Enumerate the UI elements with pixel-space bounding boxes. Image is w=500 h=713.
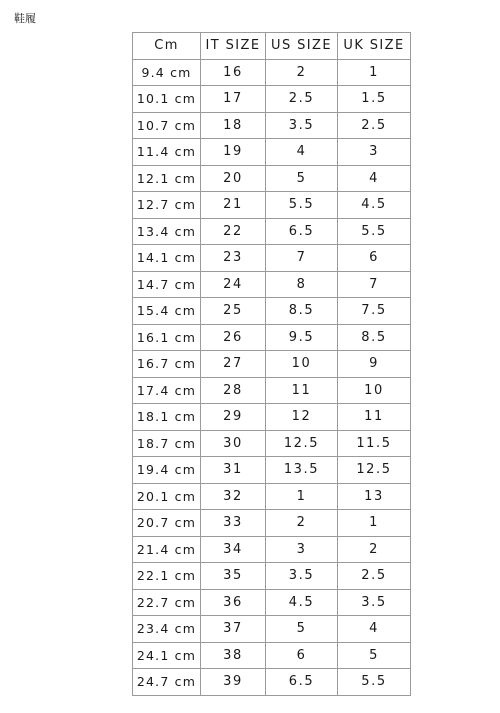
cell-uk-size: 7 [338,271,411,298]
cell-it-size: 19 [201,139,266,166]
cell-us-size: 6.5 [266,218,338,245]
table-row [133,165,411,192]
table-row [133,324,411,351]
cell-cm: 14.7 cm [133,271,201,298]
cell-us-size: 2 [266,510,338,537]
cell-uk-size: 11.5 [338,430,411,457]
cell-it-size: 28 [201,377,266,404]
cell-us-size: 3 [266,536,338,563]
header-it-size: IT SIZE [201,33,266,60]
cell-cm: 16.1 cm [133,324,201,351]
table-row [133,642,411,669]
cell-it-size: 33 [201,510,266,537]
cell-us-size: 3.5 [266,563,338,590]
cell-uk-size: 1 [338,510,411,537]
cell-cm: 24.1 cm [133,642,201,669]
cell-us-size: 12 [266,404,338,431]
cell-uk-size: 1 [338,59,411,86]
cell-uk-size: 10 [338,377,411,404]
cell-it-size: 27 [201,351,266,378]
table-row [133,510,411,537]
cell-uk-size: 2 [338,536,411,563]
cell-cm: 15.4 cm [133,298,201,325]
cell-us-size: 6 [266,642,338,669]
cell-cm: 18.7 cm [133,430,201,457]
cell-it-size: 35 [201,563,266,590]
cell-it-size: 36 [201,589,266,616]
cell-cm: 21.4 cm [133,536,201,563]
cell-uk-size: 8.5 [338,324,411,351]
cell-cm: 14.1 cm [133,245,201,272]
cell-it-size: 16 [201,59,266,86]
cell-uk-size: 2.5 [338,563,411,590]
table-row [133,218,411,245]
header-uk-size: UK SIZE [338,33,411,60]
cell-us-size: 9.5 [266,324,338,351]
table-row [133,271,411,298]
table-row [133,616,411,643]
cell-cm: 20.1 cm [133,483,201,510]
cell-cm: 22.1 cm [133,563,201,590]
table-row [133,86,411,113]
cell-it-size: 17 [201,86,266,113]
cell-cm: 24.7 cm [133,669,201,696]
cell-it-size: 26 [201,324,266,351]
table-row [133,351,411,378]
cell-us-size: 1 [266,483,338,510]
cell-us-size: 2.5 [266,86,338,113]
table-body [133,59,411,695]
table-row [133,669,411,696]
cell-uk-size: 9 [338,351,411,378]
cell-uk-size: 13 [338,483,411,510]
cell-us-size: 2 [266,59,338,86]
cell-cm: 10.1 cm [133,86,201,113]
cell-it-size: 24 [201,271,266,298]
cell-it-size: 37 [201,616,266,643]
size-conversion-table [132,32,411,696]
table-header [133,33,411,60]
table-row [133,430,411,457]
cell-us-size: 5 [266,616,338,643]
cell-it-size: 30 [201,430,266,457]
table-row [133,112,411,139]
cell-us-size: 10 [266,351,338,378]
table-row [133,483,411,510]
cell-it-size: 25 [201,298,266,325]
cell-uk-size: 4.5 [338,192,411,219]
cell-it-size: 32 [201,483,266,510]
cell-it-size: 23 [201,245,266,272]
cell-uk-size: 3.5 [338,589,411,616]
cell-us-size: 4.5 [266,589,338,616]
cell-us-size: 3.5 [266,112,338,139]
cell-cm: 12.7 cm [133,192,201,219]
header-row [133,33,411,60]
cell-cm: 19.4 cm [133,457,201,484]
cell-it-size: 18 [201,112,266,139]
cell-uk-size: 7.5 [338,298,411,325]
table-row [133,192,411,219]
cell-cm: 23.4 cm [133,616,201,643]
cell-us-size: 5.5 [266,192,338,219]
cell-uk-size: 11 [338,404,411,431]
page-title: 鞋履 [14,12,36,25]
cell-cm: 20.7 cm [133,510,201,537]
cell-it-size: 34 [201,536,266,563]
cell-it-size: 22 [201,218,266,245]
cell-cm: 17.4 cm [133,377,201,404]
cell-uk-size: 1.5 [338,86,411,113]
table-row [133,457,411,484]
cell-us-size: 11 [266,377,338,404]
table-row [133,139,411,166]
cell-cm: 16.7 cm [133,351,201,378]
cell-us-size: 5 [266,165,338,192]
table-row [133,536,411,563]
header-us-size: US SIZE [266,33,338,60]
cell-cm: 10.7 cm [133,112,201,139]
header-cm: Cm [133,33,201,60]
cell-cm: 11.4 cm [133,139,201,166]
table-row [133,59,411,86]
cell-us-size: 8 [266,271,338,298]
cell-it-size: 21 [201,192,266,219]
cell-it-size: 31 [201,457,266,484]
cell-us-size: 12.5 [266,430,338,457]
table-row [133,563,411,590]
cell-cm: 9.4 cm [133,59,201,86]
table-row [133,589,411,616]
cell-uk-size: 4 [338,165,411,192]
cell-cm: 18.1 cm [133,404,201,431]
cell-uk-size: 5 [338,642,411,669]
cell-uk-size: 2.5 [338,112,411,139]
cell-uk-size: 12.5 [338,457,411,484]
cell-it-size: 29 [201,404,266,431]
table-row [133,404,411,431]
cell-uk-size: 3 [338,139,411,166]
cell-uk-size: 4 [338,616,411,643]
cell-it-size: 20 [201,165,266,192]
cell-cm: 13.4 cm [133,218,201,245]
cell-cm: 22.7 cm [133,589,201,616]
cell-us-size: 7 [266,245,338,272]
cell-uk-size: 6 [338,245,411,272]
cell-cm: 12.1 cm [133,165,201,192]
cell-us-size: 8.5 [266,298,338,325]
cell-us-size: 13.5 [266,457,338,484]
cell-us-size: 6.5 [266,669,338,696]
cell-it-size: 39 [201,669,266,696]
table-row [133,245,411,272]
table-row [133,377,411,404]
cell-it-size: 38 [201,642,266,669]
cell-uk-size: 5.5 [338,669,411,696]
cell-us-size: 4 [266,139,338,166]
table-row [133,298,411,325]
cell-uk-size: 5.5 [338,218,411,245]
